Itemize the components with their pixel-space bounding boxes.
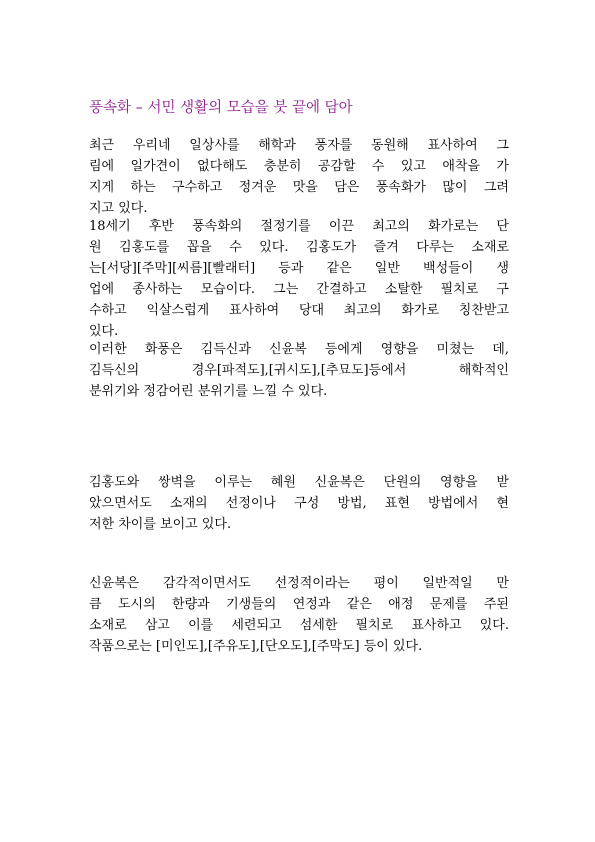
text-line: 저한 차이를 보이고 있다. <box>89 517 232 532</box>
text-line: 작품으로는 [미인도],[주유도],[단오도],[주막도] 등이 있다. <box>89 639 423 654</box>
text-line: 지고 있다. <box>89 201 148 216</box>
paragraph-influence <box>89 339 509 402</box>
text-line: 최근 우리네 일상사를 해학과 풍자를 동원해 표사하여 그 <box>89 138 509 153</box>
text-line: 있다. <box>89 324 119 339</box>
text-line: 이러한 화풍은 김득신과 신윤복 등에게 영향을 미쳤는 데, <box>89 342 509 357</box>
text-line: 림에 일가견이 없다해도 충분히 공감할 수 있고 애착을 가 <box>89 159 509 174</box>
text-line: 신윤복은 감각적이면서도 선정적이라는 평이 일반적일 만 <box>89 576 509 591</box>
paragraph-intro <box>89 135 509 219</box>
text-line: 수하고 익살스럽게 표사하여 당대 최고의 화가로 칭찬받고 <box>89 303 509 318</box>
text-line: 분위기와 정감어린 분위기를 느낄 수 있다. <box>89 384 328 399</box>
paragraph-shin-yunbok <box>89 472 509 535</box>
section-title: 풍속화 – 서민 생활의 모습을 붓 끝에 담아 <box>89 100 353 116</box>
text-line: 소재로 삼고 이를 세련되고 섬세한 필치로 표사하고 있다. <box>89 618 509 633</box>
text-line: 업에 종사하는 모습이다. 그는 간결하고 소탈한 필치로 구 <box>89 282 509 297</box>
paragraph-shin-works <box>89 573 509 657</box>
text-line: 18세기 후반 풍속화의 절정기를 이끈 최고의 화가로는 단 <box>89 219 509 234</box>
text-line: 원 김홍도를 꼽을 수 있다. 김홍도가 즐겨 다루는 소재로 <box>89 240 509 255</box>
text-line: 김홍도와 쌍벽을 이루는 혜원 신윤복은 단원의 영향을 받 <box>89 475 509 490</box>
text-line: 큼 도시의 한량과 기생들의 연정과 같은 애정 문제를 주된 <box>89 597 509 612</box>
text-line: 는[서당][주막][씨름][빨래터] 등과 같은 일반 백성들이 생 <box>89 261 509 276</box>
text-line: 지게 하는 구수하고 정겨운 맛을 담은 풍속화가 많이 그려 <box>89 180 509 195</box>
paragraph-kim-hongdo <box>89 216 509 342</box>
text-line: 김득신의 경우[파적도],[귀시도],[추묘도]등에서 해학적인 <box>89 363 509 378</box>
text-line: 았으면서도 소재의 선정이나 구성 방법, 표현 방법에서 현 <box>89 496 509 511</box>
